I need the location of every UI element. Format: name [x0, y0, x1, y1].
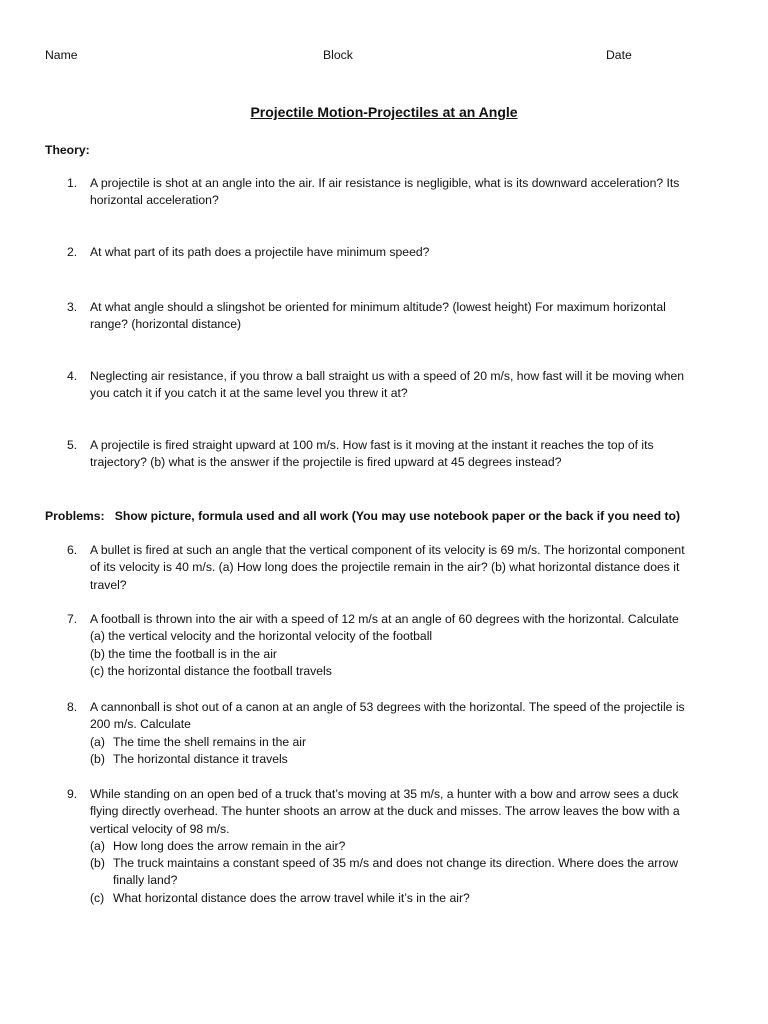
sub-question	[90, 855, 730, 872]
sub-question-label: (a)	[90, 838, 105, 853]
question-line: While standing on an open bed of a truck that’s moving at 35 m/s, a hunter with a bow and arrow sees a duck	[90, 787, 679, 801]
question-line: trajectory? (b) what is the answer if the projectile is fired upward at 45 degrees instead?	[90, 455, 562, 470]
question-line: of its velocity is 40 m/s. (a) How long does the projectile remain in the air? (b) what horizontal distance does it	[90, 560, 680, 575]
question-line: (b) the time the football is in the air	[90, 646, 277, 661]
sub-question-text: finally land?	[113, 873, 178, 888]
problems-heading: Problems:	[45, 509, 105, 523]
question-line: horizontal acceleration?	[90, 193, 219, 208]
question-line: flying directly overhead. The hunter shoots an arrow at the duck and misses. The arrow leaves the bow with a	[90, 804, 680, 819]
question-text	[90, 368, 730, 403]
problems-instruction: Show picture, formula used and all work (You may use notebook paper or the back if you need to)	[114, 509, 681, 523]
question-line: A projectile is fired straight upward at 100 m/s. How fast is it moving at the instant it reaches the top of its	[90, 438, 654, 452]
question-text	[90, 542, 730, 594]
question-number: 1.	[67, 176, 78, 190]
sub-question-label: (a)	[90, 734, 105, 749]
question-number: 6.	[67, 543, 78, 557]
question-number: 2.	[67, 245, 78, 259]
sub-question-label: (b)	[90, 751, 105, 766]
sub-question	[90, 751, 730, 768]
question-number: 3.	[67, 300, 78, 314]
block-label: Block	[323, 48, 353, 62]
question-text	[90, 437, 730, 472]
question-text	[90, 611, 730, 680]
theory-heading: Theory:	[45, 143, 90, 157]
sub-question-text: The horizontal distance it travels	[113, 751, 288, 766]
sub-question-text: What horizontal distance does the arrow travel while it’s in the air?	[113, 890, 470, 905]
question-text	[90, 699, 730, 768]
question-line: travel?	[90, 577, 127, 592]
question-line: A projectile is shot at an angle into the air. If air resistance is negligible, what is its downward acceleration? Its	[90, 176, 680, 190]
question-line: At what part of its path does a projectile have minimum speed?	[90, 245, 430, 259]
question-number: 5.	[67, 438, 78, 452]
question-line: you catch it if you catch it at the same level you threw it at?	[90, 386, 408, 401]
question-line: 200 m/s. Calculate	[90, 717, 191, 732]
question-line: range? (horizontal distance)	[90, 317, 242, 332]
name-label: Name	[45, 48, 78, 62]
question-line: Neglecting air resistance, if you throw a ball straight us with a speed of 20 m/s, how fast will it be moving when	[90, 369, 685, 383]
question-line: A football is thrown into the air with a speed of 12 m/s at an angle of 60 degrees with the horizontal. Calculate	[90, 612, 679, 626]
question-text	[90, 244, 730, 261]
question-line: vertical velocity of 98 m/s.	[90, 821, 230, 836]
question-text	[90, 175, 730, 210]
question-text	[90, 786, 730, 907]
sub-question-text: The truck maintains a constant speed of 35 m/s and does not change its direction. Where does the arrow	[113, 856, 678, 871]
question-text	[90, 299, 730, 334]
question-line: A cannonball is shot out of a canon at an angle of 53 degrees with the horizontal. The speed of the projectile is	[90, 700, 685, 714]
sub-question-text: How long does the arrow remain in the air?	[113, 838, 346, 853]
question-line: A bullet is fired at such an angle that the vertical component of its velocity is 69 m/s. The horizontal component	[90, 543, 685, 557]
question-number: 4.	[67, 369, 78, 383]
page-title: Projectile Motion-Projectiles at an Angle	[250, 104, 518, 120]
sub-question-text: The time the shell remains in the air	[113, 734, 307, 749]
sub-question	[90, 890, 730, 907]
question-number: 8.	[67, 700, 78, 714]
sub-question-label: (b)	[90, 856, 105, 871]
sub-question	[90, 838, 730, 855]
question-line: (a) the vertical velocity and the horizontal velocity of the football	[90, 629, 433, 644]
sub-question	[90, 734, 730, 751]
sub-question-label: (c)	[90, 890, 105, 905]
question-number: 7.	[67, 612, 78, 626]
question-line: (c) the horizontal distance the football travels	[90, 663, 332, 678]
problems-heading-row	[45, 508, 680, 525]
question-number: 9.	[67, 787, 78, 801]
question-line: At what angle should a slingshot be oriented for minimum altitude? (lowest height) For maximum horizontal	[90, 300, 666, 314]
date-label: Date	[606, 48, 632, 62]
